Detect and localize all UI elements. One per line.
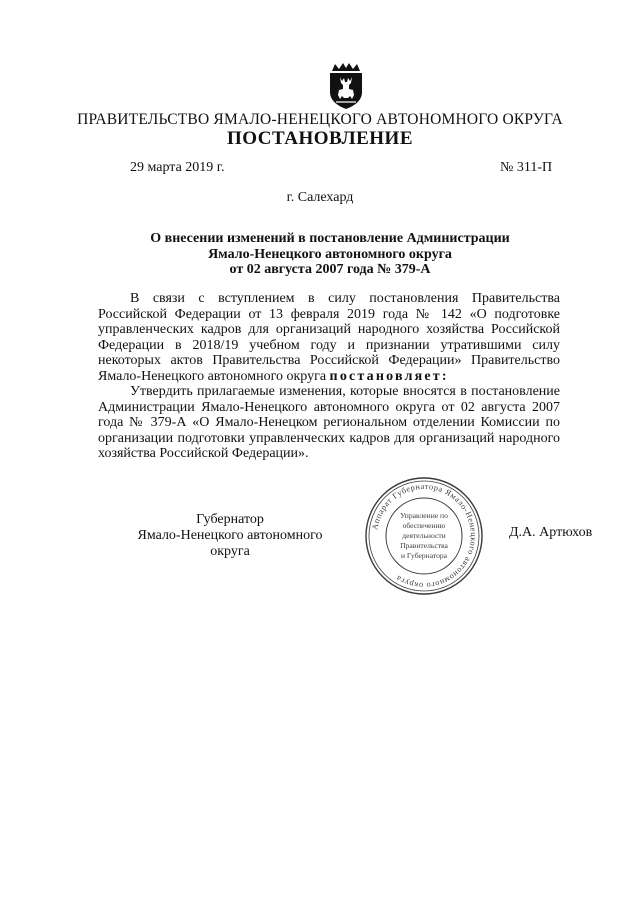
signatory-name: Д.А. Артюхов: [509, 525, 593, 540]
coat-of-arms-emblem: [323, 62, 369, 110]
document-title: [100, 231, 560, 278]
seal-line-5: и Губернатора: [400, 551, 448, 560]
document-type: ПОСТАНОВЛЕНИЕ: [226, 128, 414, 149]
signatory-title: [130, 512, 330, 560]
title-line-2: Ямало-Ненецкого автономного округа: [208, 246, 452, 262]
organization-name: ПРАВИТЕЛЬСТВО ЯМАЛО-НЕНЕЦКОГО АВТОНОМНОГО ОКРУГА: [77, 111, 563, 128]
document-date: 29 марта 2019 г.: [130, 160, 225, 175]
paragraph-1-text: В связи с вступлением в силу постановления Правительства Российской Федерации от 13 февраля 2019 года № 142 «О подготовке управленческих кадров для организаций народного хозяйства Российской Федерации в 2018/19 учебном году и признании утратившими силу некоторых актов Правительства Российской Федерации» Правительство Ямало-Ненецкого автономного округа: [98, 291, 560, 384]
signatory-title-line-1: Губернатор: [196, 512, 264, 527]
document-city: г. Салехард: [286, 190, 354, 205]
resolution-keyword: постановляет:: [329, 368, 449, 384]
body-paragraph-2: Утвердить прилагаемые изменения, которые вносятся в постановление Администрации Ямало-Ненецкого автономного округа от 02 августа 2007 года № 379-А «О Ямало-Ненецком региональном отделении Комиссии по организации подготовки управленческих кадров для организаций народного хозяйства Российской Федерации».: [98, 384, 560, 461]
document-number: № 311-П: [500, 160, 553, 175]
signatory-title-line-2: Ямало-Ненецкого автономного округа: [137, 528, 323, 559]
seal-line-3: деятельности: [402, 531, 446, 540]
title-line-1: О внесении изменений в постановление Администрации: [150, 231, 510, 246]
title-line-3: от 02 августа 2007 года № 379-А: [229, 262, 431, 277]
seal-line-2: обеспечению: [402, 521, 446, 530]
seal-ring-text: Аппарат Губернатора Ямало-Ненецкого автономного округа: [370, 481, 479, 591]
seal-line-1: Управление по: [400, 511, 448, 520]
seal-line-4: Правительства: [400, 541, 448, 550]
body-paragraph-1: [98, 291, 560, 384]
official-seal-stamp: [362, 474, 486, 598]
